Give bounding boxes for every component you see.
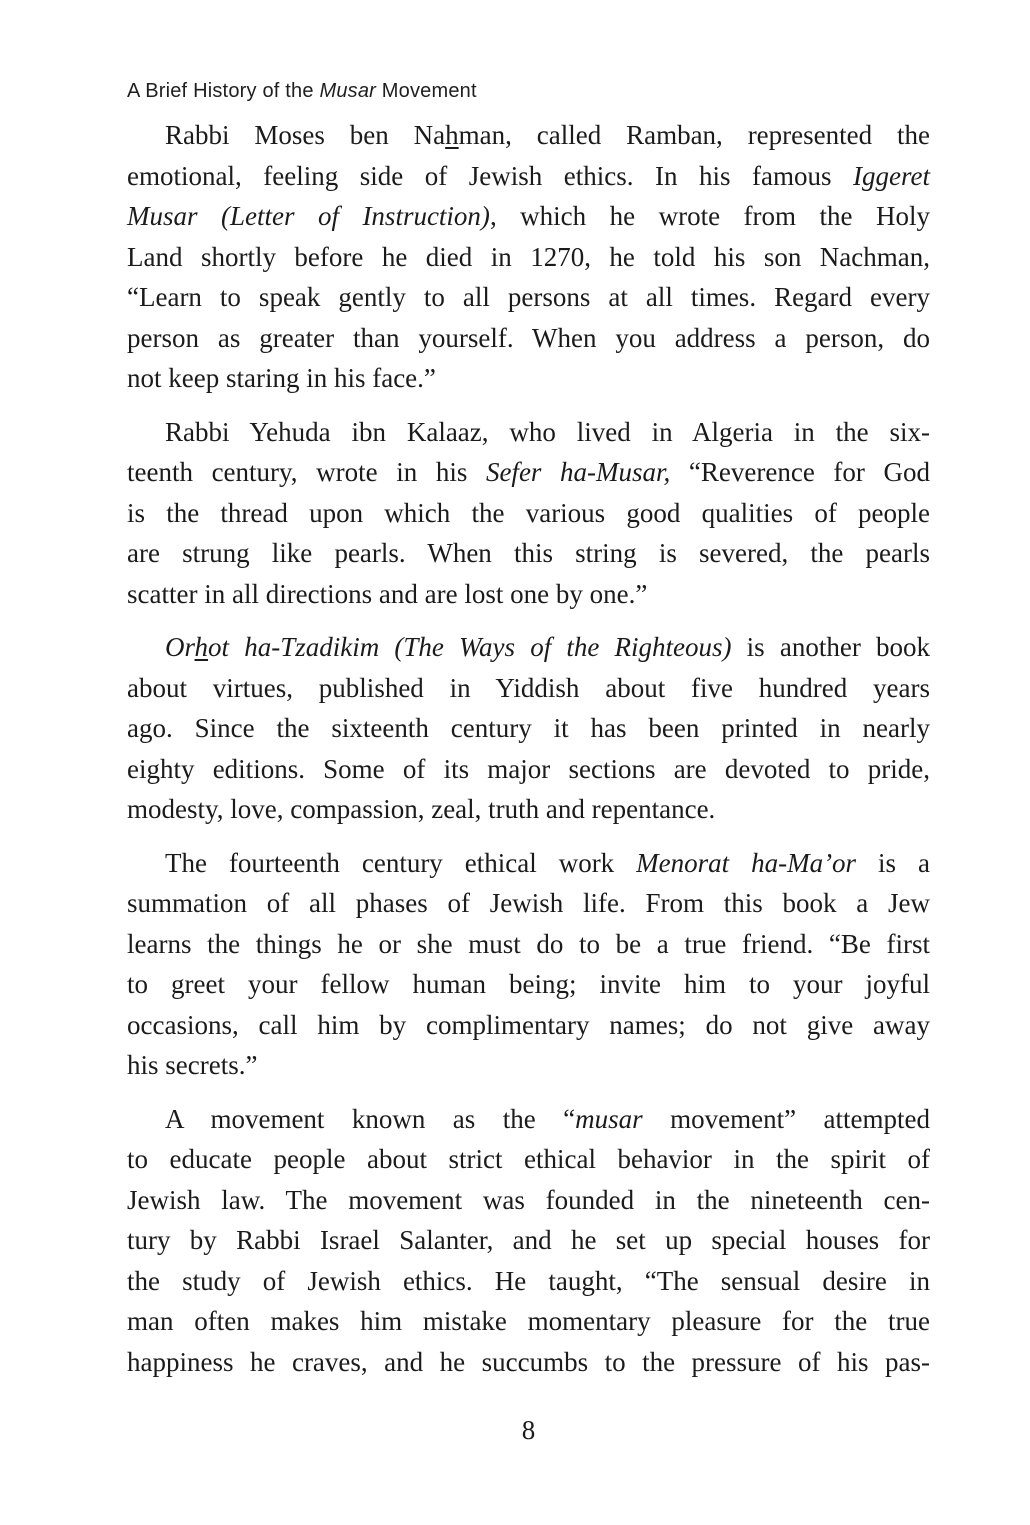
paragraph bbox=[127, 1099, 930, 1383]
text-line: to greet your fellow human being; invite him to your joyful bbox=[127, 969, 930, 999]
text-line: Jewish law. The movement was founded in the nineteenth cen- bbox=[127, 1184, 930, 1215]
running-header: A Brief History of the Musar Movement bbox=[127, 80, 477, 102]
text-line: The fourteenth century ethical work Menorat ha-Ma’or is a bbox=[165, 847, 930, 878]
body-paragraphs bbox=[127, 115, 930, 1382]
text-line: learns the things he or she must do to be a true friend. “Be first bbox=[127, 928, 930, 959]
text-line: A movement known as the “musar movement” attempted bbox=[165, 1103, 930, 1134]
text-line: happiness he craves, and he succumbs to the pressure of his pas- bbox=[127, 1346, 930, 1377]
paragraph bbox=[127, 412, 930, 615]
text-line: to educate people about strict ethical behavior in the spirit of bbox=[127, 1144, 930, 1174]
text-block bbox=[127, 80, 930, 1395]
text-line: tury by Rabbi Israel Salanter, and he set up special houses for bbox=[127, 1225, 930, 1255]
text-line: not keep staring in his face.” bbox=[127, 363, 436, 393]
paragraph bbox=[127, 627, 930, 830]
italic-title: musar bbox=[575, 1103, 643, 1134]
underlined-letter: h bbox=[445, 120, 459, 150]
text-line: scatter in all directions and are lost one by one.” bbox=[127, 578, 648, 609]
italic-title: Orhot ha-Tzadikim (The Ways of the Righteous) bbox=[165, 632, 732, 662]
paragraph bbox=[127, 115, 930, 399]
italic-title: Iggeret bbox=[853, 160, 930, 191]
text-line: Orhot ha-Tzadikim (The Ways of the Righteous) is another book bbox=[165, 632, 930, 662]
text-line: the study of Jewish ethics. He taught, “The sensual desire in bbox=[127, 1265, 930, 1296]
text-line: man often makes him mistake momentary pleasure for the true bbox=[127, 1306, 930, 1336]
text-line: occasions, call him by complimentary names; do not give away bbox=[127, 1009, 930, 1040]
italic-title: Sefer ha-Musar, bbox=[485, 457, 671, 487]
text-line: Land shortly before he died in 1270, he told his son Nachman, bbox=[127, 241, 930, 272]
text-line: Rabbi Yehuda ibn Kalaaz, who lived in Algeria in the six- bbox=[165, 416, 930, 447]
paragraph bbox=[127, 843, 930, 1086]
text-line: Rabbi Moses ben Nahman, called Ramban, represented the bbox=[165, 120, 930, 150]
text-line: modesty, love, compassion, zeal, truth and repentance. bbox=[127, 794, 716, 824]
text-line: eighty editions. Some of its major sections are devoted to pride, bbox=[127, 753, 930, 784]
underlined-letter: h bbox=[194, 632, 209, 662]
text-line: “Learn to speak gently to all persons at all times. Regard every bbox=[127, 282, 930, 312]
text-line: are strung like pearls. When this string is severed, the pearls bbox=[127, 538, 930, 568]
text-line: person as greater than yourself. When you address a person, do bbox=[127, 322, 930, 353]
text-line: his secrets.” bbox=[127, 1050, 258, 1080]
text-line: summation of all phases of Jewish life. From this book a Jew bbox=[127, 888, 930, 918]
text-line: emotional, feeling side of Jewish ethics. In his famous Iggeret bbox=[127, 160, 930, 191]
text-line: teenth century, wrote in his Sefer ha-Musar, “Reverence for God bbox=[127, 457, 930, 487]
text-line: about virtues, published in Yiddish about five hundred years bbox=[127, 672, 930, 703]
italic-title: Musar (Letter of Instruction) bbox=[127, 201, 490, 231]
page-number: 8 bbox=[521, 1415, 536, 1445]
text-line: Musar (Letter of Instruction), which he wrote from the Holy bbox=[127, 201, 930, 231]
text-line: ago. Since the sixteenth century it has been printed in nearly bbox=[127, 713, 930, 743]
italic-title: Menorat ha-Ma’or bbox=[636, 847, 857, 878]
italic-title: Musar bbox=[319, 80, 377, 102]
text-line: is the thread upon which the various good qualities of people bbox=[127, 497, 930, 528]
